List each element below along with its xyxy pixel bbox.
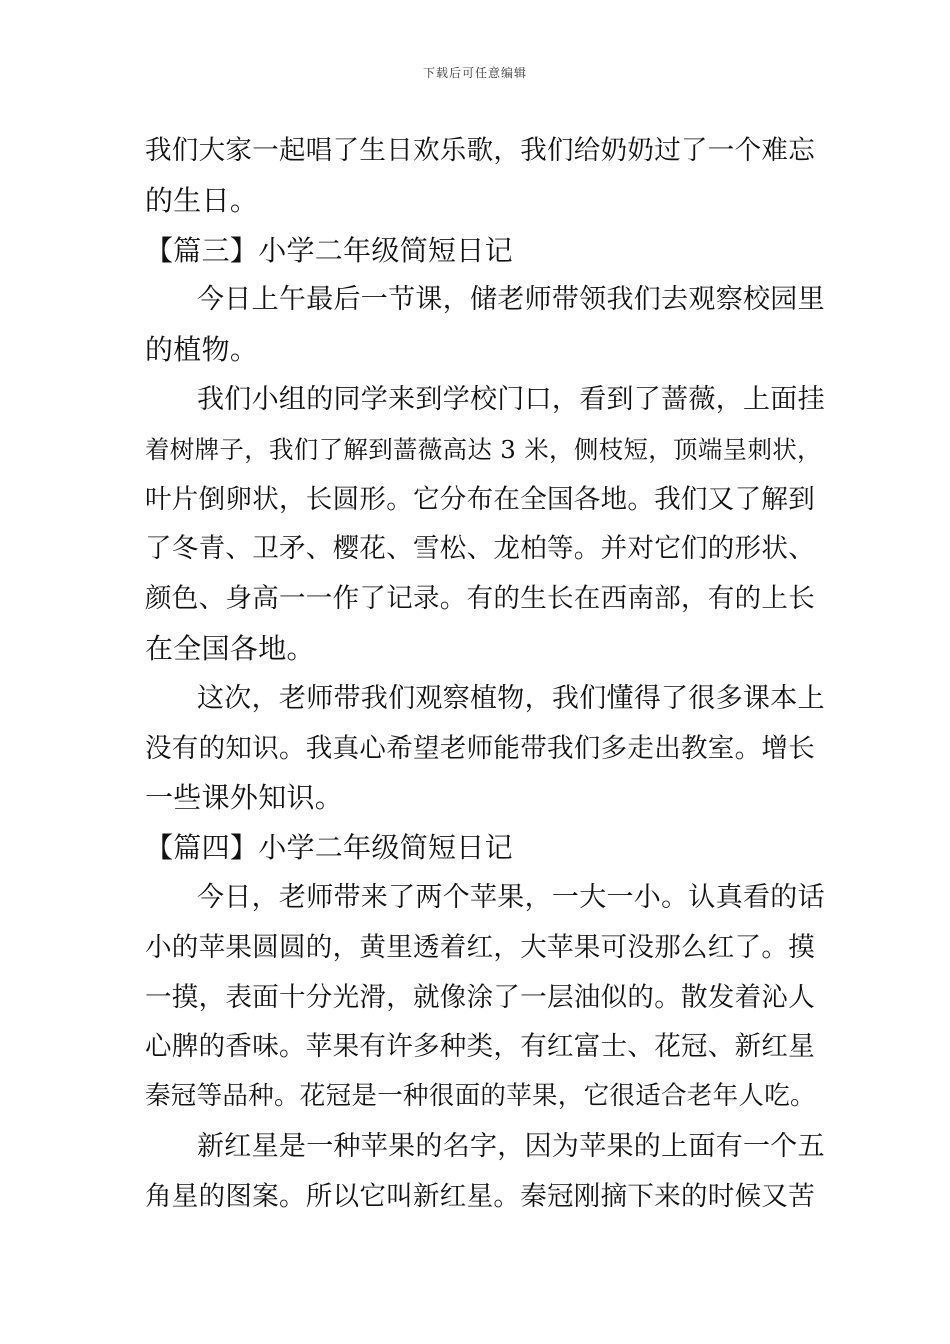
text-line: 在全国各地。 — [145, 631, 315, 665]
text-line: 【篇四】小学二年级简短日记 — [145, 831, 513, 865]
text-line: 角星的图案。所以它叫新红星。秦冠刚摘下来的时候又苦 — [145, 1180, 815, 1212]
text-line: 秦冠等品种。花冠是一种很面的苹果，它很适合老年人吃。 — [145, 1081, 816, 1112]
text-line: 着树牌子，我们了解到蔷薇高达 3 米，侧枝短，顶端呈刺状， — [145, 434, 822, 464]
document-body — [145, 126, 825, 1222]
text-line: 新红星是一种苹果的名字，因为苹果的上面有一个五 — [197, 1130, 825, 1162]
text-line: 小的苹果圆圆的，黄里透着红，大苹果可没那么红了。摸 — [145, 931, 815, 963]
text-line: 我们小组的同学来到学校门口，看到了蔷薇，上面挂 — [197, 383, 825, 415]
text-line: 我们大家一起唱了生日欢乐歌，我们给奶奶过了一个难忘 — [145, 135, 815, 166]
text-line: 颜色、身高一一作了记录。有的生长在西南部，有的上长 — [145, 583, 815, 615]
text-line: 今日，老师带来了两个苹果，一大一小。认真看的话 — [197, 881, 825, 913]
text-line: 的生日。 — [145, 183, 259, 217]
text-line: 【篇三】小学二年级简短日记 — [145, 233, 513, 267]
text-line: 的植物。 — [145, 333, 259, 367]
text-line: 了冬青、卫矛、樱花、雪松、龙柏等。并对它们的形状、 — [145, 533, 815, 565]
text-line: 今日上午最后一节课，储老师带领我们去观察校园里 — [197, 284, 825, 316]
text-line: 心脾的香味。苹果有许多种类，有红富士、花冠、新红星 — [145, 1031, 815, 1063]
text-line: 这次，老师带我们观察植物，我们懂得了很多课本上 — [197, 682, 825, 714]
text-line: 叶片倒卵状，长圆形。它分布在全国各地。我们又了解到 — [145, 483, 815, 515]
text-line: 没有的知识。我真心希望老师能带我们多走出教室。增长 — [145, 732, 815, 764]
text-line: 一摸，表面十分光滑，就像涂了一层油似的。散发着沁人 — [145, 981, 815, 1013]
text-line: 一些课外知识。 — [145, 781, 344, 815]
page-header: 下载后可任意编辑 — [422, 66, 527, 80]
